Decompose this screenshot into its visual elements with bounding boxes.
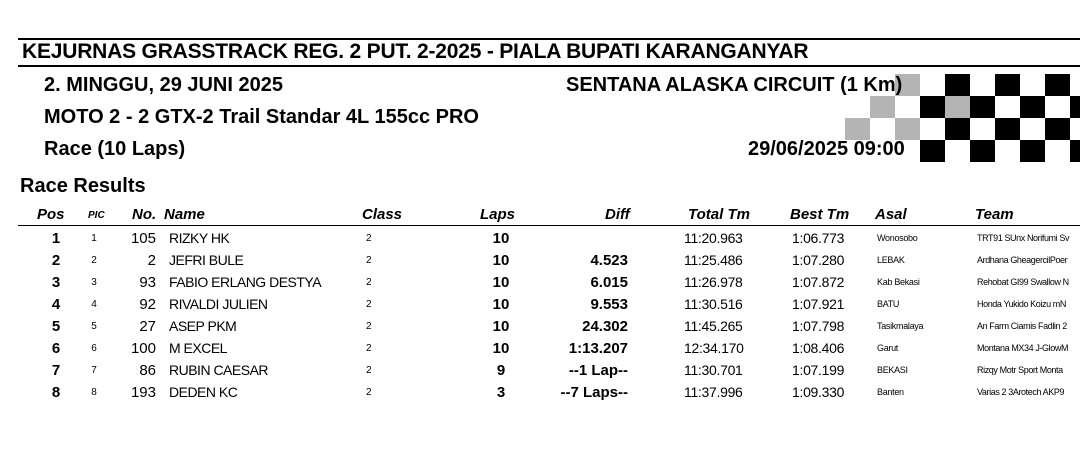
- cell-pos: 5: [51, 318, 61, 335]
- cell-team: Montana MX34 J-GlowM: [977, 343, 1069, 353]
- cell-laps: 10: [492, 230, 510, 247]
- flag-square: [845, 118, 870, 140]
- cell-team: TRT91 SUnx Norifumi Sv: [977, 233, 1070, 243]
- cell-class: 2: [366, 364, 372, 376]
- cell-total: 11:45.265: [684, 318, 743, 334]
- cell-pic: 8: [91, 386, 97, 398]
- cell-team: An Farm Ciamis Fadlin 2: [977, 321, 1067, 331]
- flag-square: [1070, 140, 1080, 162]
- cell-best: 1:08.406: [792, 340, 845, 356]
- race-datetime: 29/06/2025 09:00: [748, 138, 905, 160]
- col-header-pos: Pos: [37, 206, 65, 223]
- cell-no: 93: [139, 274, 156, 291]
- col-header-pic: PIC: [88, 210, 105, 221]
- flag-square: [945, 118, 970, 140]
- cell-laps: 9: [496, 362, 506, 379]
- cell-total: 11:30.701: [684, 362, 743, 378]
- event-date: 2. MINGGU, 29 JUNI 2025: [44, 74, 283, 96]
- cell-pic: 3: [91, 276, 97, 288]
- cell-pos: 7: [51, 362, 61, 379]
- cell-name: FABIO ERLANG DESTYA: [169, 274, 322, 290]
- cell-name: DEDEN KC: [169, 384, 238, 400]
- cell-team: Rizqy Motr Sport Monta: [977, 365, 1063, 375]
- cell-pos: 2: [51, 252, 61, 269]
- cell-class: 2: [366, 232, 372, 244]
- cell-class: 2: [366, 298, 372, 310]
- cell-no: 2: [147, 252, 156, 269]
- flag-square: [945, 74, 970, 96]
- header-rule: [18, 225, 1080, 226]
- cell-pic: 6: [91, 342, 97, 354]
- cell-team: Honda Yukido Koizu mN: [977, 299, 1066, 309]
- cell-best: 1:07.872: [792, 274, 845, 290]
- flag-square: [995, 74, 1020, 96]
- col-header-laps: Laps: [480, 206, 516, 223]
- cell-laps: 10: [492, 274, 510, 291]
- race-laps: Race (10 Laps): [44, 138, 186, 160]
- flag-square: [1045, 74, 1070, 96]
- flag-square: [920, 96, 945, 118]
- cell-no: 100: [130, 340, 156, 357]
- col-header-class: Class: [362, 206, 403, 223]
- cell-asal: Kab Bekasi: [877, 277, 920, 287]
- cell-diff: 1:13.207: [568, 340, 628, 357]
- flag-square: [1020, 96, 1045, 118]
- cell-total: 11:37.996: [684, 384, 743, 400]
- cell-asal: Tasikmalaya: [877, 321, 924, 331]
- cell-laps: 10: [492, 340, 510, 357]
- cell-name: RIZKY HK: [169, 230, 230, 246]
- cell-asal: LEBAK: [877, 255, 905, 265]
- col-header-diff: Diff: [605, 206, 630, 223]
- cell-laps: 10: [492, 318, 510, 335]
- cell-best: 1:09.330: [792, 384, 845, 400]
- cell-total: 11:25.486: [684, 252, 743, 268]
- cell-no: 86: [139, 362, 156, 379]
- cell-asal: Wonosobo: [877, 233, 918, 243]
- cell-pos: 8: [51, 384, 61, 401]
- cell-no: 105: [130, 230, 156, 247]
- cell-name: ASEP PKM: [169, 318, 237, 334]
- cell-total: 11:26.978: [684, 274, 743, 290]
- cell-pic: 4: [91, 298, 97, 310]
- flag-square: [970, 140, 995, 162]
- circuit-name: SENTANA ALASKA CIRCUIT (1 Km): [566, 74, 903, 96]
- cell-class: 2: [366, 254, 372, 266]
- cell-best: 1:07.280: [792, 252, 845, 268]
- flag-square: [1020, 140, 1045, 162]
- cell-pos: 6: [51, 340, 61, 357]
- cell-class: 2: [366, 276, 372, 288]
- col-header-total: Total Tm: [688, 206, 750, 223]
- cell-best: 1:07.798: [792, 318, 845, 334]
- cell-diff: 24.302: [582, 318, 628, 335]
- cell-laps: 10: [492, 252, 510, 269]
- results-title: Race Results: [20, 175, 146, 197]
- flag-square: [970, 96, 995, 118]
- cell-pos: 3: [51, 274, 61, 291]
- flag-square: [945, 96, 970, 118]
- cell-diff: --1 Lap--: [568, 362, 628, 379]
- col-header-asal: Asal: [875, 206, 907, 223]
- cell-no: 92: [139, 296, 156, 313]
- col-header-best: Best Tm: [790, 206, 850, 223]
- cell-asal: BEKASI: [877, 365, 908, 375]
- cell-pic: 2: [91, 254, 97, 266]
- cell-team: Rehobat GI99 Swallow N: [977, 277, 1069, 287]
- race-class: MOTO 2 - 2 GTX-2 Trail Standar 4L 155cc PRO: [44, 106, 479, 128]
- cell-diff: 4.523: [590, 252, 628, 269]
- col-header-name: Name: [164, 206, 205, 223]
- cell-pos: 1: [51, 230, 61, 247]
- cell-diff: 9.553: [590, 296, 628, 313]
- flag-square: [895, 118, 920, 140]
- cell-asal: Banten: [877, 387, 904, 397]
- cell-asal: BATU: [877, 299, 900, 309]
- cell-class: 2: [366, 386, 372, 398]
- cell-best: 1:07.199: [792, 362, 845, 378]
- cell-no: 193: [130, 384, 156, 401]
- cell-team: Varias 2 3Arotech AKP9: [977, 387, 1065, 397]
- cell-no: 27: [139, 318, 156, 335]
- cell-pic: 1: [91, 232, 97, 244]
- cell-best: 1:07.921: [792, 296, 845, 312]
- cell-name: M EXCEL: [169, 340, 227, 356]
- cell-laps: 3: [496, 384, 506, 401]
- cell-class: 2: [366, 320, 372, 332]
- cell-pic: 7: [91, 364, 97, 376]
- flag-square: [995, 118, 1020, 140]
- cell-class: 2: [366, 342, 372, 354]
- cell-pos: 4: [51, 296, 61, 313]
- flag-square: [1045, 118, 1070, 140]
- cell-team: Ardhana GheagercilPoer: [977, 255, 1068, 265]
- cell-diff: --7 Laps--: [560, 384, 628, 401]
- flag-square: [870, 96, 895, 118]
- cell-laps: 10: [492, 296, 510, 313]
- cell-total: 12:34.170: [684, 340, 744, 356]
- flag-square: [920, 140, 945, 162]
- flag-square: [1070, 96, 1080, 118]
- col-header-team: Team: [975, 206, 1014, 223]
- cell-total: 11:30.516: [684, 296, 743, 312]
- cell-total: 11:20.963: [684, 230, 743, 246]
- event-title: KEJURNAS GRASSTRACK REG. 2 PUT. 2-2025 - PIALA BUPATI KARANGANYAR: [22, 40, 809, 63]
- cell-asal: Garut: [877, 343, 899, 353]
- cell-best: 1:06.773: [792, 230, 845, 246]
- col-header-no: No.: [132, 206, 157, 223]
- cell-pic: 5: [91, 320, 97, 332]
- cell-name: JEFRI BULE: [169, 252, 244, 268]
- cell-name: RUBIN CAESAR: [169, 362, 269, 378]
- cell-name: RIVALDI JULIEN: [169, 296, 268, 312]
- cell-diff: 6.015: [590, 274, 628, 291]
